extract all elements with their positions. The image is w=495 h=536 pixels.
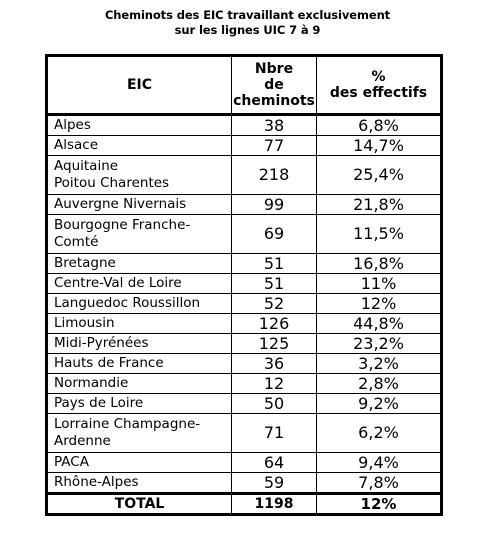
table-row xyxy=(47,374,442,394)
eic-name xyxy=(47,314,232,334)
header-percent-line-2: des effectifs xyxy=(329,85,428,101)
cheminots-count: 36 xyxy=(232,354,317,374)
eic-table xyxy=(45,54,443,516)
cheminots-count: 71 xyxy=(232,414,317,453)
eic-name xyxy=(47,394,232,414)
eic-name-line: Alpes xyxy=(54,117,91,133)
eic-name xyxy=(47,136,232,156)
total-percent: 12% xyxy=(317,494,442,515)
table-body xyxy=(47,115,442,494)
header-percent-line-1: % xyxy=(371,69,386,85)
header-percent xyxy=(317,56,442,115)
effectifs-percent: 9,2% xyxy=(317,394,442,414)
eic-name-line: Pays de Loire xyxy=(54,395,144,411)
eic-name xyxy=(47,473,232,494)
table-row xyxy=(47,156,442,195)
table-row xyxy=(47,115,442,136)
eic-name-line: Comté xyxy=(54,234,99,250)
eic-name xyxy=(47,195,232,215)
title-line-2: sur les lignes UIC 7 à 9 xyxy=(174,23,321,37)
cheminots-count: 77 xyxy=(232,136,317,156)
table-row xyxy=(47,254,442,274)
header-count-line-2: de xyxy=(264,77,284,93)
effectifs-percent: 21,8% xyxy=(317,195,442,215)
header-count-line-1: Nbre xyxy=(254,61,294,77)
eic-name-line: Limousin xyxy=(54,315,115,331)
eic-name xyxy=(47,254,232,274)
eic-name-line: Lorraine Champagne- xyxy=(54,416,201,432)
cheminots-count: 64 xyxy=(232,453,317,473)
total-label: TOTAL xyxy=(47,494,232,515)
table-row xyxy=(47,314,442,334)
table-header-row xyxy=(47,56,442,115)
eic-name-line: Auvergne Nivernais xyxy=(54,196,187,212)
effectifs-percent: 7,8% xyxy=(317,473,442,494)
effectifs-percent: 25,4% xyxy=(317,156,442,195)
table-row xyxy=(47,453,442,473)
eic-name xyxy=(47,374,232,394)
eic-name-line: Hauts de France xyxy=(54,355,164,371)
eic-name xyxy=(47,334,232,354)
eic-name xyxy=(47,156,232,195)
eic-name xyxy=(47,453,232,473)
cheminots-count: 52 xyxy=(232,294,317,314)
cheminots-count: 218 xyxy=(232,156,317,195)
eic-name xyxy=(47,274,232,294)
eic-name-line: Normandie xyxy=(54,375,129,391)
cheminots-count: 125 xyxy=(232,334,317,354)
eic-name xyxy=(47,215,232,254)
table-row xyxy=(47,294,442,314)
eic-name-line: Bretagne xyxy=(54,255,116,271)
cheminots-count: 50 xyxy=(232,394,317,414)
eic-name-line: Rhône-Alpes xyxy=(54,474,139,490)
effectifs-percent: 2,8% xyxy=(317,374,442,394)
effectifs-percent: 23,2% xyxy=(317,334,442,354)
table-row xyxy=(47,195,442,215)
table-row xyxy=(47,354,442,374)
effectifs-percent: 16,8% xyxy=(317,254,442,274)
table-row xyxy=(47,414,442,453)
effectifs-percent: 12% xyxy=(317,294,442,314)
cheminots-count: 51 xyxy=(232,254,317,274)
cheminots-count: 59 xyxy=(232,473,317,494)
eic-name-line: PACA xyxy=(54,454,89,470)
eic-name xyxy=(47,414,232,453)
effectifs-percent: 14,7% xyxy=(317,136,442,156)
table-total-row xyxy=(47,494,442,515)
effectifs-percent: 44,8% xyxy=(317,314,442,334)
header-eic: EIC xyxy=(47,56,232,115)
cheminots-count: 51 xyxy=(232,274,317,294)
cheminots-count: 99 xyxy=(232,195,317,215)
table-row xyxy=(47,274,442,294)
eic-name xyxy=(47,294,232,314)
effectifs-percent: 9,4% xyxy=(317,453,442,473)
cheminots-count: 126 xyxy=(232,314,317,334)
effectifs-percent: 6,8% xyxy=(317,115,442,136)
eic-name-line: Poitou Charentes xyxy=(54,175,170,191)
eic-name xyxy=(47,354,232,374)
effectifs-percent: 6,2% xyxy=(317,414,442,453)
cheminots-count: 69 xyxy=(232,215,317,254)
eic-name-line: Centre-Val de Loire xyxy=(54,275,182,291)
eic-name-line: Ardenne xyxy=(54,433,111,449)
eic-name-line: Aquitaine xyxy=(54,158,119,174)
cheminots-count: 38 xyxy=(232,115,317,136)
eic-name-line: Languedoc Roussillon xyxy=(54,295,201,311)
eic-name-line: Midi-Pyrénées xyxy=(54,335,149,351)
eic-name-line: Alsace xyxy=(54,137,99,153)
title-line-1: Cheminots des EIC travaillant exclusivement xyxy=(104,8,391,22)
header-count xyxy=(232,56,317,115)
table-row xyxy=(47,334,442,354)
effectifs-percent: 11% xyxy=(317,274,442,294)
table-row xyxy=(47,394,442,414)
total-count: 1198 xyxy=(232,494,317,515)
cheminots-count: 12 xyxy=(232,374,317,394)
effectifs-percent: 3,2% xyxy=(317,354,442,374)
header-count-line-3: cheminots xyxy=(233,93,315,109)
effectifs-percent: 11,5% xyxy=(317,215,442,254)
table-row xyxy=(47,215,442,254)
document-title xyxy=(0,8,495,38)
eic-name xyxy=(47,115,232,136)
table-row xyxy=(47,473,442,494)
table-row xyxy=(47,136,442,156)
eic-name-line: Bourgogne Franche- xyxy=(54,217,191,233)
